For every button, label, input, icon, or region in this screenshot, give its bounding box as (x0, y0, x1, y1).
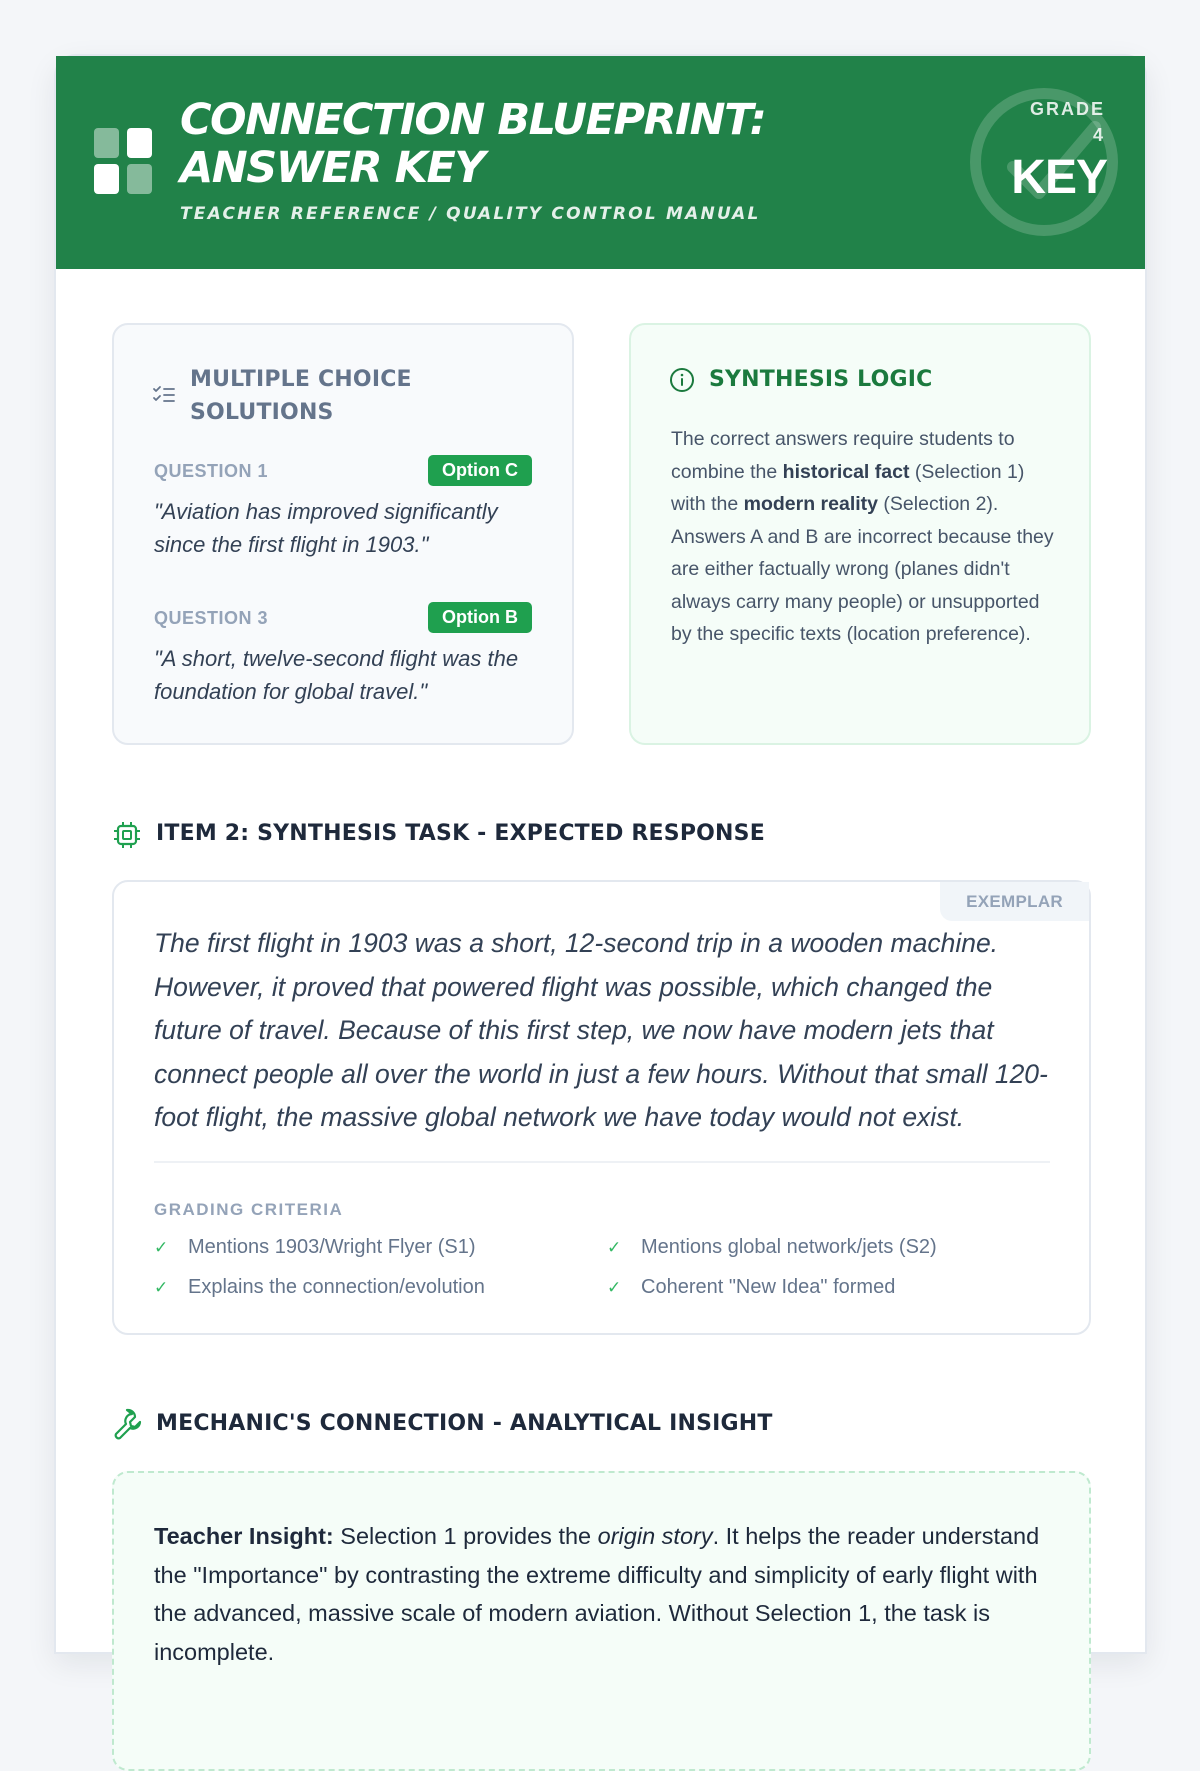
grading-criteria-title: GRADING CRITERIA (154, 1200, 344, 1219)
checklist-icon (152, 385, 176, 405)
check-icon: ✓ (154, 1277, 169, 1297)
grade-number: 4 (1092, 125, 1105, 145)
item2-heading: ITEM 2: SYNTHESIS TASK - EXPECTED RESPONSE (156, 821, 765, 846)
criterion-item (154, 1236, 476, 1259)
mechanic-heading: MECHANIC'S CONNECTION - ANALYTICAL INSIGHT (156, 1411, 773, 1436)
grade-label (1030, 96, 1105, 148)
wrench-icon (112, 1410, 144, 1442)
exemplar-response: The first flight in 1903 was a short, 12-second trip in a wooden machine. However, it proved that powered flight was possible, which changed the future of travel. Because of this first step, we now have modern jets that connect people all over the world in just a few hours. Without that small 120-foot flight, the massive global network we have today would not exist. (154, 928, 1048, 1132)
check-icon: ✓ (607, 1237, 622, 1257)
chip-icon (112, 820, 142, 850)
teacher-insight-box (112, 1471, 1091, 1771)
criterion-item (154, 1276, 485, 1299)
title-line-1: CONNECTION BLUEPRINT: (180, 95, 766, 145)
question-3-quote: "A short, twelve-second flight was the foundation for global travel." (154, 646, 519, 704)
question-3-answer-badge: Option B (428, 602, 532, 633)
question-1-answer-badge: Option C (428, 455, 532, 486)
question-1-quote: "Aviation has improved significantly since the first flight in 1903." (154, 499, 498, 557)
question-1-label: QUESTION 1 (154, 461, 269, 481)
page-subtitle: TEACHER REFERENCE / QUALITY CONTROL MANUAL (180, 204, 761, 224)
criterion-item (607, 1236, 937, 1259)
page-title (180, 96, 880, 192)
title-line-2: ANSWER KEY (180, 143, 484, 193)
divider (154, 1161, 1050, 1163)
criterion-text: Explains the connection/evolution (188, 1276, 485, 1298)
criterion-text: Mentions 1903/Wright Flyer (S1) (188, 1236, 476, 1258)
question-3-label: QUESTION 3 (154, 608, 269, 628)
criterion-item (607, 1276, 895, 1299)
synthesis-logic-box (629, 323, 1091, 745)
multiple-choice-box (112, 323, 574, 745)
header-banner (56, 56, 1145, 269)
check-icon: ✓ (607, 1277, 622, 1297)
multiple-choice-heading: MULTIPLE CHOICE SOLUTIONS (190, 367, 412, 425)
info-icon (669, 367, 695, 393)
criterion-text: Mentions global network/jets (S2) (641, 1236, 937, 1258)
synthesis-logic-heading: SYNTHESIS LOGIC (709, 367, 933, 392)
exemplar-tag: EXEMPLAR (940, 882, 1089, 921)
check-icon: ✓ (154, 1237, 169, 1257)
answer-key-card (54, 54, 1147, 1665)
teacher-insight-text: Teacher Insight: Selection 1 provides the origin story. It helps the reader understand the "Importance" by contrasting the extreme difficulty and simplicity of early flight with the advanced, massive scale of modern aviation. Without Selection 1, the task is incomplete. (154, 1523, 1040, 1665)
criterion-text: Coherent "New Idea" formed (641, 1276, 896, 1298)
key-label: KEY (1011, 151, 1107, 204)
synthesis-logic-text: The correct answers require students to combine the historical fact (Selection 1) with the modern reality (Selection 2). Answers A and B are incorrect because they are either factually wrong (planes didn't always carry many people) or unsupported by the specific texts (location preference). (671, 428, 1054, 645)
grade-label-text: GRADE (1029, 99, 1105, 119)
exemplar-box (112, 880, 1091, 1335)
grid-logo-icon (94, 128, 152, 194)
